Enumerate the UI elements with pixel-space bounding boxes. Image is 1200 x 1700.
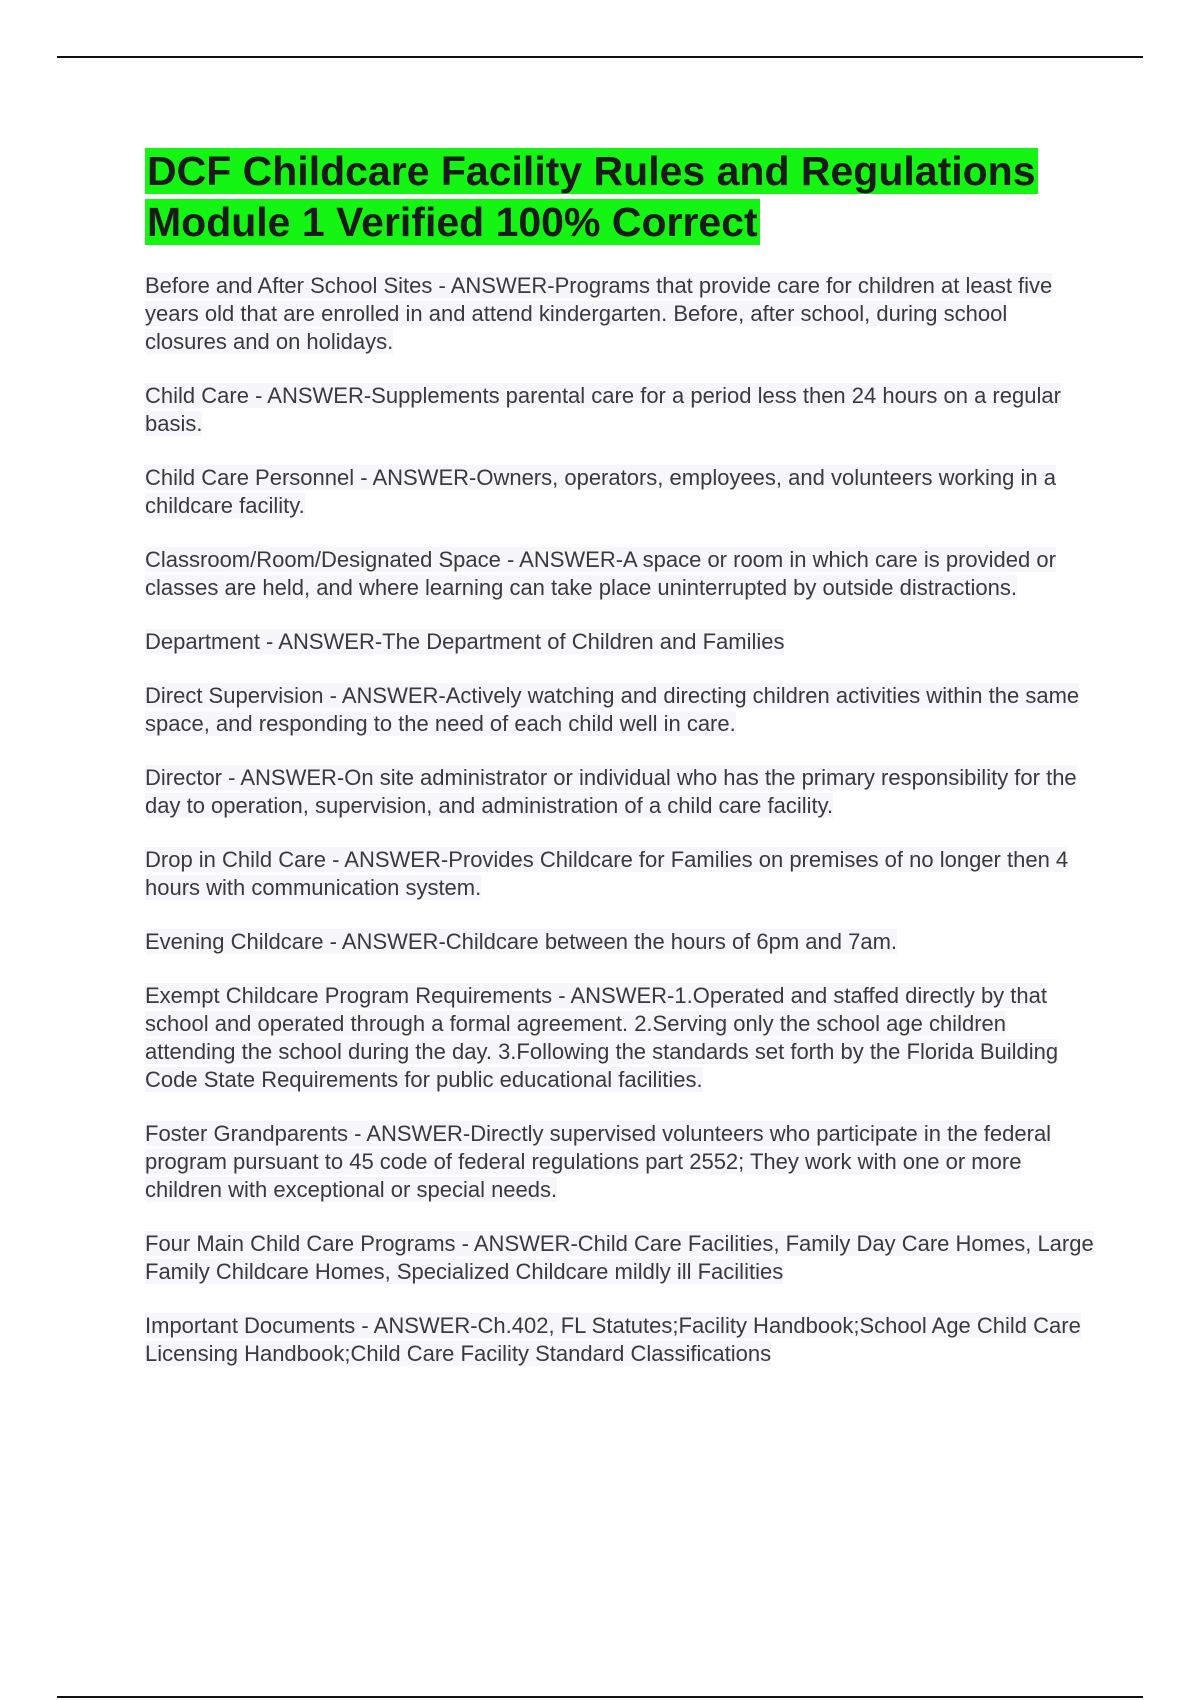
qa-entry <box>145 272 1095 356</box>
qa-entry-text: Important Documents - ANSWER-Ch.402, FL Statutes;Facility Handbook;School Age Child Care Licensing Handbook;Child Care Facility Standard Classifications <box>145 1313 1081 1366</box>
qa-entry-text: Before and After School Sites - ANSWER-Programs that provide care for children at least five years old that are enrolled in and attend kindergarten. Before, after school, during school closures and on holidays. <box>145 273 1053 354</box>
top-rule <box>57 56 1143 58</box>
qa-entry-text: Drop in Child Care - ANSWER-Provides Childcare for Families on premises of no longer then 4 hours with communication system. <box>145 847 1069 900</box>
qa-entry <box>145 1312 1095 1368</box>
qa-entry <box>145 1120 1095 1204</box>
qa-entry-text: Foster Grandparents - ANSWER-Directly supervised volunteers who participate in the federal program pursuant to 45 code of federal regulations part 2552; They work with one or more children with exceptional or special needs. <box>145 1121 1052 1202</box>
qa-entry <box>145 628 1095 656</box>
document-title-text: DCF Childcare Facility Rules and Regulations Module 1 Verified 100% Correct <box>147 148 1036 245</box>
bottom-rule <box>57 1696 1143 1698</box>
qa-entry <box>145 546 1095 602</box>
qa-entry-text: Classroom/Room/Designated Space - ANSWER-A space or room in which care is provided or classes are held, and where learning can take place uninterrupted by outside distractions. <box>145 547 1056 600</box>
qa-entry <box>145 928 1095 956</box>
qa-entry-text: Direct Supervision - ANSWER-Actively watching and directing children activities within the same space, and responding to the need of each child well in care. <box>145 683 1080 736</box>
qa-entry <box>145 382 1095 438</box>
qa-entry <box>145 682 1095 738</box>
qa-entry-text: Child Care Personnel - ANSWER-Owners, operators, employees, and volunteers working in a childcare facility. <box>145 465 1056 518</box>
qa-entry-text: Department - ANSWER-The Department of Children and Families <box>145 629 785 654</box>
qa-entry-text: Exempt Childcare Program Requirements - ANSWER-1.Operated and staffed directly by that school and operated through a formal agreement. 2.Serving only the school age children attending the school during the day. 3.Following the standards set forth by the Florida Building Code State Requirements for public educational facilities. <box>145 983 1059 1092</box>
qa-entry <box>145 764 1095 820</box>
document-title <box>145 146 1095 248</box>
qa-entry-text: Child Care - ANSWER-Supplements parental care for a period less then 24 hours on a regular basis. <box>145 383 1061 436</box>
qa-entry <box>145 1230 1095 1286</box>
qa-entry-text: Director - ANSWER-On site administrator or individual who has the primary responsibility for the day to operation, supervision, and administration of a child care facility. <box>145 765 1077 818</box>
qa-entry <box>145 464 1095 520</box>
qa-entry-text: Four Main Child Care Programs - ANSWER-Child Care Facilities, Family Day Care Homes, Large Family Childcare Homes, Specialized Childcare mildly ill Facilities <box>145 1231 1094 1284</box>
qa-entry <box>145 846 1095 902</box>
qa-entry-text: Evening Childcare - ANSWER-Childcare between the hours of 6pm and 7am. <box>145 929 898 954</box>
qa-entry <box>145 982 1095 1094</box>
document-body <box>145 146 1095 1394</box>
